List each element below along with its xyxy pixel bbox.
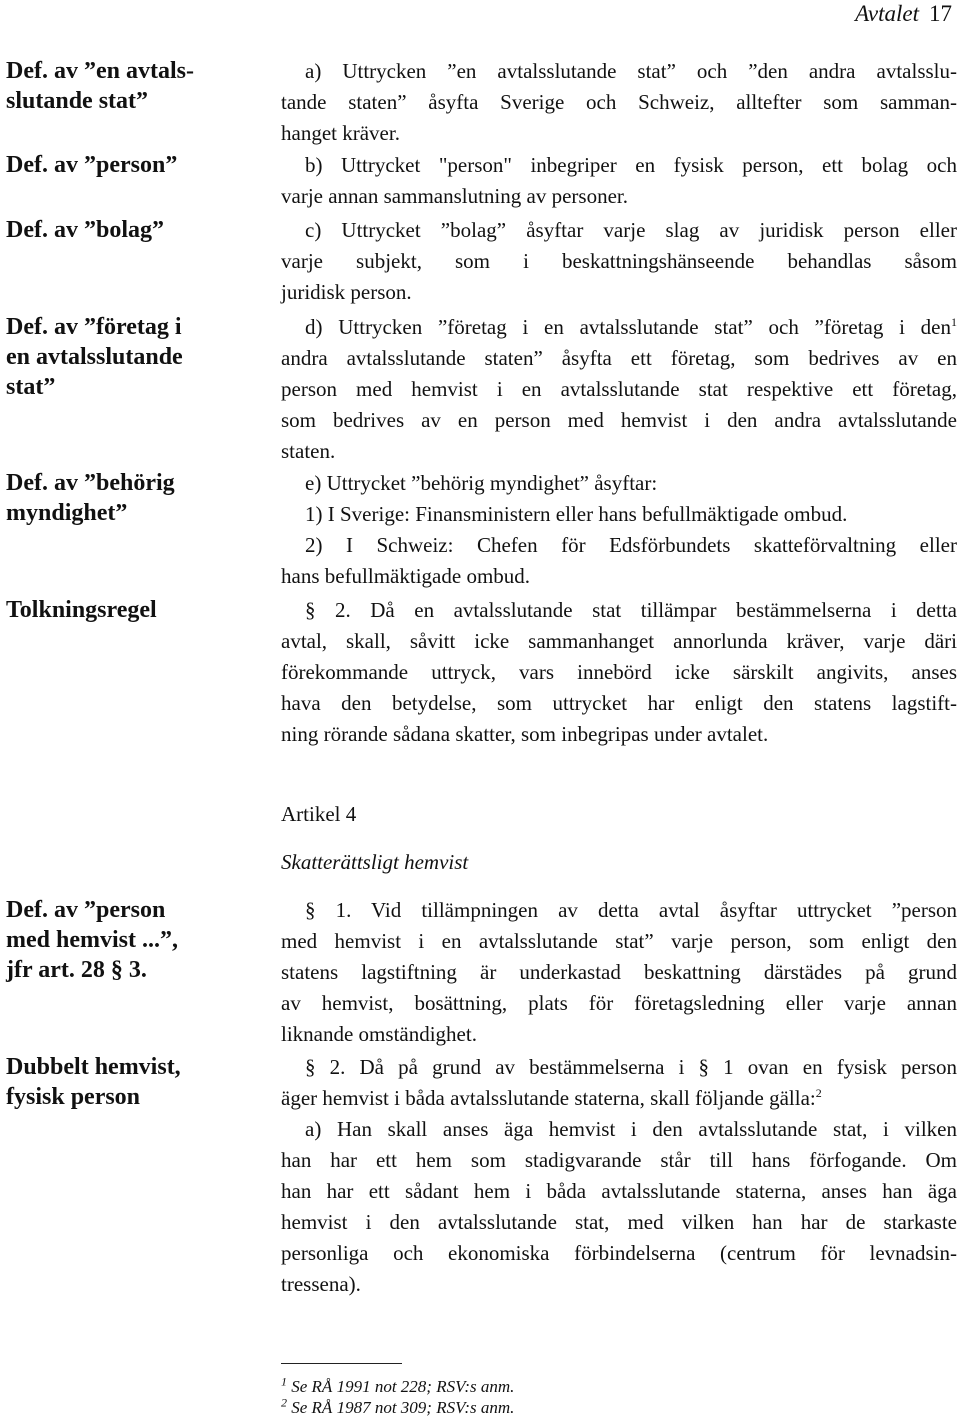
- paragraph-line: ning rörande sådana skatter, som inbegripas under avtalet.: [281, 722, 769, 746]
- paragraph-line: som bedrives av en person med hemvist i den andra avtalsslutande: [281, 408, 957, 432]
- paragraph-line: avtal, skall, såvitt icke sammanhanget annorlunda kräver, varje däri: [281, 629, 957, 653]
- margin-label-line: fysisk person: [6, 1084, 141, 1110]
- paragraph-line: hemvist i den avtalsslutande stat, med vilken han har de starkaste: [281, 1210, 957, 1234]
- paragraph-line: hanget kräver.: [281, 121, 400, 145]
- footnote-2: [281, 1397, 514, 1419]
- paragraph-line: statens lagstiftning är underkastad beskattning därstädes på grund: [281, 960, 957, 984]
- paragraph-line: 1) I Sverige: Finansministern eller hans befullmäktigade ombud.: [305, 502, 848, 526]
- paragraph-line: § 1. Vid tillämpningen av detta avtal åsyftar uttrycket ”person: [305, 898, 957, 922]
- page-number: 17: [929, 1, 952, 26]
- running-title: Avtalet: [855, 1, 919, 26]
- paragraph-line: förekommande uttryck, vars innebörd icke särskilt angivits, anses: [281, 660, 957, 684]
- paragraph-line: [281, 1083, 957, 1114]
- margin-label-line: Def. av ”en avtals-: [6, 58, 194, 84]
- paragraph-line: varje subjekt, som i beskattningshänseende behandlas såsom: [281, 249, 957, 273]
- margin-label-line: Tolkningsregel: [6, 597, 157, 623]
- paragraph-e: [281, 468, 957, 592]
- paragraph-line: § 2. Då på grund av bestämmelserna i § 1 ovan en fysisk person: [305, 1055, 957, 1079]
- footnote-text: Se RÅ 1987 not 309; RSV:s anm.: [291, 1398, 515, 1417]
- footnote-text: Se RÅ 1991 not 228; RSV:s anm.: [291, 1377, 515, 1396]
- paragraph-line: staten.: [281, 439, 336, 463]
- paragraph-line: c) Uttrycket ”bolag” åsyftar varje slag av juridisk person eller: [305, 218, 957, 242]
- footnote-1: [281, 1376, 514, 1398]
- paragraph-line-text: äger hemvist i båda avtalsslutande staterna, skall följande gälla:: [281, 1086, 816, 1110]
- paragraph-art4-1: [281, 895, 957, 1050]
- paragraph-line: a) Uttrycken ”en avtalsslutande stat” och ”den andra avtalsslu-: [305, 59, 957, 83]
- paragraph-line: av hemvist, bosättning, plats för företagsledning eller varje annan: [281, 991, 957, 1015]
- margin-label-dubbelt-hemvist: [6, 1052, 271, 1112]
- paragraph-line: 2) I Schweiz: Chefen för Edsförbundets skatteförvaltning eller: [305, 533, 957, 557]
- footnote-ref: 2: [815, 1086, 822, 1100]
- paragraph-line: liknande omständighet.: [281, 1022, 477, 1046]
- footnote-divider: [281, 1363, 402, 1364]
- paragraph-line: andra avtalsslutande staten” åsyfta ett företag, som bedrives av en: [281, 346, 957, 370]
- paragraph-art4-2: [281, 1052, 957, 1300]
- margin-label-line: Def. av ”person: [6, 897, 166, 923]
- paragraph-line: person med hemvist i en avtalsslutande stat respektive ett företag,: [281, 377, 957, 401]
- margin-label-tolkningsregel: [6, 595, 271, 625]
- margin-label-line: stat”: [6, 374, 56, 400]
- footnote-number: 2: [281, 1395, 287, 1410]
- margin-label-def-behorig-myndighet: [6, 468, 271, 528]
- article-subtitle: Skatterättsligt hemvist: [281, 850, 469, 874]
- paragraph-tolkningsregel: [281, 595, 957, 750]
- paragraph-line: hans befullmäktigade ombud.: [281, 564, 531, 588]
- margin-label-line: myndighet”: [6, 500, 128, 526]
- paragraph-c: [281, 215, 957, 308]
- paragraph-line: a) Han skall anses äga hemvist i den avtalsslutande stat, i vilken: [305, 1117, 957, 1141]
- paragraph-line: hava den betydelse, som uttrycket har enligt den statens lagstift-: [281, 691, 957, 715]
- margin-label-line: Def. av ”person”: [6, 152, 178, 178]
- margin-label-line: slutande stat”: [6, 88, 149, 114]
- margin-label-def-avtalsslutande-stat: [6, 56, 271, 116]
- paragraph-a: [281, 56, 957, 149]
- paragraph-line: tressena).: [281, 1272, 361, 1296]
- paragraph-line: tande staten” åsyfta Sverige och Schweiz, alltefter som samman-: [281, 90, 957, 114]
- paragraph-line: han har ett hem som stadigvarande står till hans förfogande. Om: [281, 1148, 957, 1172]
- margin-label-line: en avtalsslutande: [6, 344, 183, 370]
- footnote-number: 1: [281, 1374, 287, 1389]
- paragraph-b: [281, 150, 957, 212]
- paragraph-line: han har ett sådant hem i båda avtalsslutande staterna, anses han äga: [281, 1179, 957, 1203]
- page-header: [855, 0, 952, 28]
- margin-label-def-bolag: [6, 215, 271, 245]
- paragraph-line: [281, 312, 957, 343]
- article-title: Artikel 4: [281, 802, 357, 826]
- margin-label-line: med hemvist ...”,: [6, 927, 178, 953]
- paragraph-line: e) Uttrycket ”behörig myndighet” åsyftar:: [305, 471, 658, 495]
- paragraph-line: b) Uttrycket "person" inbegriper en fysisk person, ett bolag och: [305, 153, 957, 177]
- margin-label-line: Def. av ”företag i: [6, 314, 182, 340]
- margin-label-def-person: [6, 150, 271, 180]
- paragraph-line: varje annan sammanslutning av personer.: [281, 184, 628, 208]
- margin-label-line: Dubbelt hemvist,: [6, 1054, 181, 1080]
- paragraph-d: [281, 312, 957, 467]
- margin-label-line: jfr art. 28 § 3.: [6, 957, 147, 983]
- margin-label-def-foretag: [6, 312, 271, 402]
- margin-label-line: Def. av ”bolag”: [6, 217, 164, 243]
- margin-label-def-person-med-hemvist: [6, 895, 271, 985]
- paragraph-line: juridisk person.: [281, 280, 412, 304]
- footnote-ref: 1: [951, 315, 957, 329]
- paragraph-line-text: d) Uttrycken ”företag i en avtalsslutande stat” och ”företag i den: [305, 315, 951, 339]
- paragraph-line: § 2. Då en avtalsslutande stat tillämpar bestämmelserna i detta: [305, 598, 957, 622]
- paragraph-line: personliga och ekonomiska förbindelserna (centrum för levnadsin-: [281, 1241, 957, 1265]
- paragraph-line: med hemvist i en avtalsslutande stat” varje person, som enligt den: [281, 929, 957, 953]
- margin-label-line: Def. av ”behörig: [6, 470, 175, 496]
